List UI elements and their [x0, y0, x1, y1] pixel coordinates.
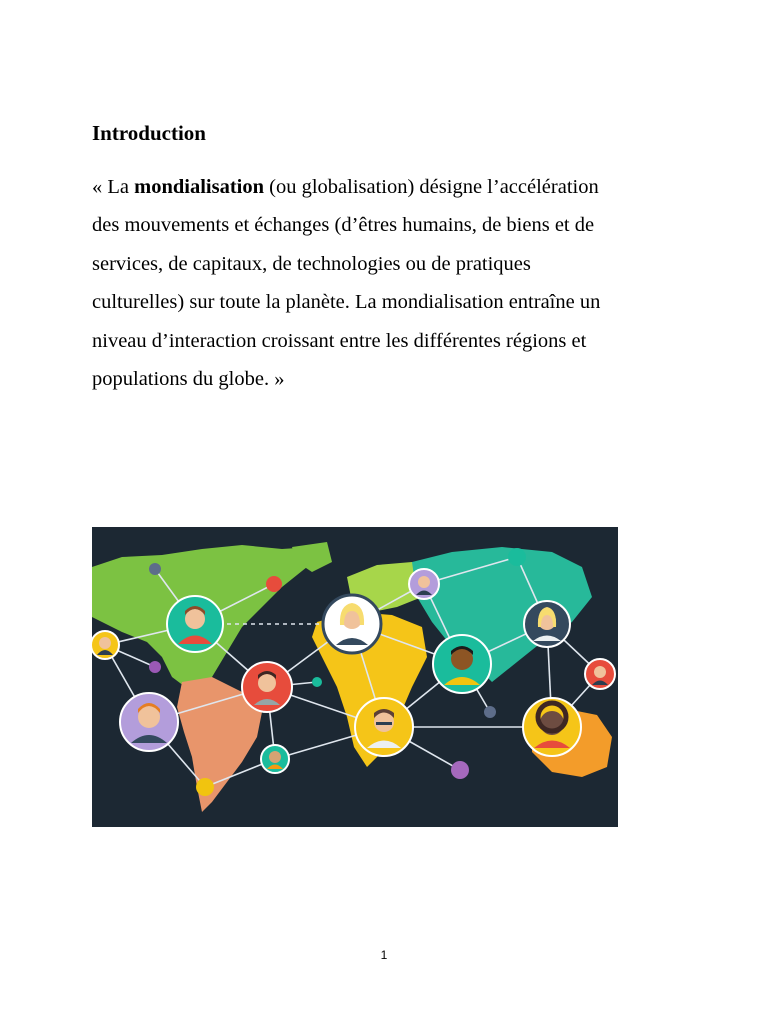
avatar-node	[409, 569, 439, 599]
paragraph-line-1	[92, 168, 702, 206]
avatar-node	[242, 662, 292, 712]
paragraph-line-3: services, de capitaux, de technologies ou de pratiques	[92, 252, 531, 275]
line1-rest: (ou globalisation) désigne l’accélération	[264, 176, 599, 198]
intro-paragraph	[92, 168, 702, 398]
avatar-node	[355, 698, 413, 756]
avatar-node	[261, 745, 289, 773]
avatar-node	[92, 631, 119, 659]
quote-open-text: « La	[92, 176, 135, 198]
paragraph-line-5: niveau d’interaction croissant entre les différentes régions et	[92, 329, 587, 352]
avatar-node	[524, 601, 570, 647]
world-network-image	[92, 527, 618, 827]
section-heading: Introduction	[92, 121, 206, 145]
avatar-node	[523, 698, 581, 756]
paragraph-line-2: des mouvements et échanges (d’êtres humains, de biens et de	[92, 214, 595, 237]
paragraph-line-4: culturelles) sur toute la planète. La mondialisation entraîne un	[92, 291, 601, 314]
avatar-node	[433, 635, 491, 693]
avatar-node	[323, 595, 381, 653]
world-network-illustration-icon	[92, 527, 618, 827]
avatar-node	[167, 596, 223, 652]
page-number: 1	[380, 948, 388, 962]
paragraph-line-6: populations du globe. »	[92, 368, 285, 391]
avatar-node	[585, 659, 615, 689]
avatar-node	[120, 693, 178, 751]
bold-term: mondialisation	[134, 176, 264, 198]
